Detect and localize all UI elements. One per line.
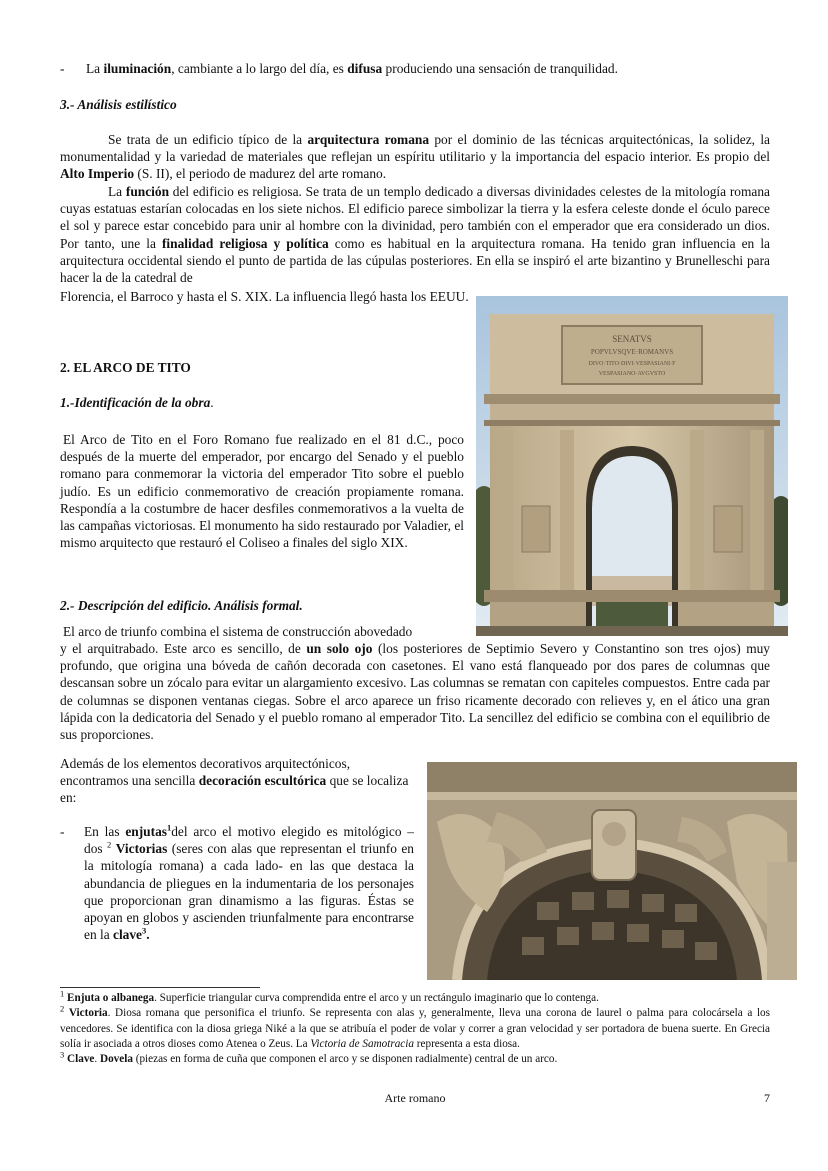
- bullet-dash-enjutas: -: [60, 824, 65, 839]
- section-heading-arco-de-tito: 2. EL ARCO DE TITO: [60, 360, 191, 375]
- arch-of-titus-illustration: [476, 296, 788, 636]
- page-number: 7: [764, 1091, 770, 1105]
- subheading-identificacion: 1.-Identificación de la obra.: [60, 395, 214, 410]
- lighting-bullet-text: La iluminación, cambiante a lo largo del día, es difusa produciendo una sensación de tranquilidad.: [86, 61, 618, 76]
- footer-title: Arte romano: [384, 1091, 446, 1105]
- relief-illustration: [427, 762, 797, 980]
- footnote-2: $^2$ Victoria. Diosa romana que personifica el triunfo. Se representa con alas y, generalmente, lleva una corona de laurel o palma para colocársela a los vencedores. Se identifica con la diosa griega Niké a la que se atribuía el poder de volar y correr a gran velocidad y ser portadora de buena suerte. En Grecia solía ir asociada a otros dioses como Atenea o Zeus. La Victoria de Samotracia representa a esta diosa.: [60, 1003, 770, 1050]
- paragraph-funcion: La función del edificio es religiosa. Se trata de un templo dedicado a diversas divinidades celestes de la mitología romana cuyas estatuas estarían colocadas en los siete nichos. El edificio parece simbolizar la tierra y la esfera celeste donde el óculo parece el sol y parece estar concebido para unir al hombre con la divinidad, pero también con el emperador que era considerado un dios. Por tanto, une la finalidad religiosa y política como es habitual en la arquitectura romana. Ha tenido gran influencia en la arquitectura occidental siendo el punto de partida de las cúpulas posteriores. En ella se inspiró el arte bizantino y Brunelleschi para hacer la de la catedral de: [60, 184, 770, 286]
- paragraph-decoracion: Además de los elementos decorativos arquitectónicos, encontramos una sencilla decoración escultórica que se localiza en:: [60, 756, 409, 806]
- enjutas-text: En las enjutas$^1$del arco el motivo elegido es mitológico – dos $^2$ Victorias (seres con alas que representan el triunfo en la mitología romana) a cada lado- en las que destaca la abundancia de pliegues en la indumentaria de los personajes que proporcionan gran dinamismo a las figuras. Éstas se apoyan en globos y ascienden triunfalmente para encontrarse en la clave$^3$.: [84, 822, 415, 943]
- paragraph-descripcion: y el arquitrabado. Este arco es sencillo, de un solo ojo (los posteriores de Septimio Severo y Constantino son tres ojos) muy profundo, que origina una bóveda de cañón decorada con casetones. El vano está flanqueado por dos pares de columnas que descansan sobre un zócalo para evitar un alargamiento excesivo. Las columnas se rematan con capiteles compuestos. Entre cada par de columnas se disponen ventanas ciegas. Sobre el arco aparece un friso ricamente decorado con relieves y, en el ático una gran lápida con la dedicatoria del Senado y el pueblo romano al emperador Tito. La sencillez del edificio se combina con el equilibrio de sus proporciones.: [60, 641, 771, 743]
- subheading-descripcion: 2.- Descripción del edificio. Análisis formal.: [60, 598, 303, 613]
- inscription-line-4: VESPASIANO·AVGVSTO: [598, 371, 666, 377]
- paragraph-influencia-tail: Florencia, el Barroco y hasta el S. XIX. La influencia llegó hasta los EEUU.: [60, 289, 469, 304]
- inscription-line-1: SENATVS: [612, 334, 652, 344]
- footnote-1: $^1$ Enjuta o albanega. Superficie triangular curva comprendida entre el arco y un rectángulo imaginario que lo contenga.: [60, 988, 599, 1004]
- bullet-dash: -: [60, 61, 65, 76]
- inscription-line-3: DIVO·TITO·DIVI·VESPASIANI·F: [588, 361, 676, 367]
- paragraph-identificacion: El Arco de Tito en el Foro Romano fue realizado en el 81 d.C., poco después de la muerte del emperador, por encargo del Senado y el pueblo romano para conmemorar la victoria del emperador Tito sobre el pueblo judío. Es un edificio conmemorativo de creación propiamente romana. Respondía a la costumbre de hacer desfiles conmemorativos a la vuelta de las campañas victoriosas. El monumento ha sido restaurado por Valadier, el mismo arquitecto que restauró el Coliseo a finales del siglo XIX.: [60, 432, 464, 551]
- footnote-3: $^3$ Clave. Dovela (piezas en forma de cuña que componen el arco y se disponen radialmente) central de un arco.: [60, 1049, 558, 1066]
- inscription-line-2: POPVLVSQVE·ROMANVS: [590, 348, 674, 356]
- arch-of-titus-photo: [476, 296, 788, 636]
- footnotes: [60, 988, 770, 1067]
- paragraph-descripcion-line1: El arco de triunfo combina el sistema de construcción abovedado: [63, 624, 413, 639]
- section-heading-analisis-estilistico: 3.- Análisis estilístico: [60, 97, 177, 112]
- footnote-separator: [60, 987, 260, 988]
- arch-relief-detail-photo: [427, 762, 797, 980]
- paragraph-arquitectura-romana: Se trata de un edificio típico de la arquitectura romana por el dominio de las técnicas arquitectónicas, la solidez, la monumentalidad y la variedad de materiales que reflejan un espíritu utilitario y la importancia del espacio interior. Es propio del Alto Imperio (S. II), el periodo de madurez del arte romano.: [60, 132, 770, 182]
- lighting-bullet: [60, 60, 770, 78]
